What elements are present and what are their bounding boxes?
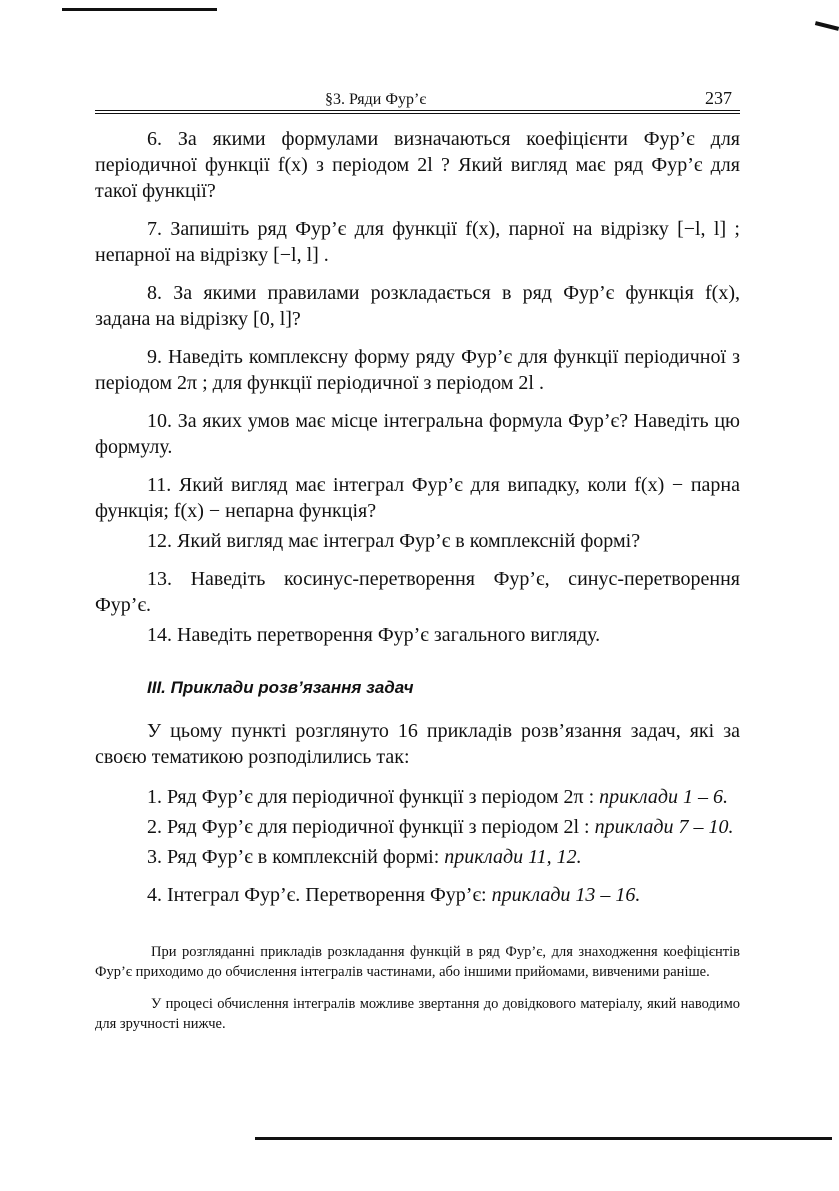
list-item-text: 2. Ряд Фур’є для періодичної функції з періодом 2l : (147, 816, 590, 838)
page-body (95, 126, 740, 1034)
question-8: 8. За якими правилами розкладається в ряд Фур’є функція f(x), задана на відрізку [0, l]? (95, 282, 740, 330)
question-13: 13. Наведіть косинус-перетворення Фур’є, синус-перетворення Фур’є. (95, 568, 740, 616)
footnote-2: У процесі обчислення інтегралів можливе звертання до довідкового матеріалу, який наводимо для зручності нижче. (95, 996, 740, 1032)
question-6: 6. За якими формулами визначаються коефіцієнти Фур’є для періодичної функції f(x) з періодом 2l ? Який вигляд має ряд Фур’є для такої функції? (95, 128, 740, 202)
example-reference: приклади 7 – 10. (594, 816, 734, 838)
scan-edge-mark (62, 8, 217, 11)
page-number: 237 (705, 88, 732, 108)
scan-corner-mark (815, 21, 839, 31)
list-item-text: 4. Інтеграл Фур’є. Перетворення Фур’є: (147, 884, 487, 906)
list-item-text: 1. Ряд Фур’є для періодичної функції з періодом 2π : (147, 786, 595, 808)
running-header (95, 88, 740, 111)
example-reference: приклади 1 – 6. (599, 786, 729, 808)
list-item-2 (95, 814, 740, 840)
question-12: 12. Який вигляд має інтеграл Фур’є в комплексній формі? (147, 530, 641, 552)
scan-bottom-rule (255, 1137, 832, 1140)
question-10: 10. За яких умов має місце інтегральна формула Фур’є? Наведіть цю формулу. (95, 410, 740, 458)
list-item-3 (95, 844, 740, 870)
footnote-1: При розгляданні прикладів розкладання функцій в ряд Фур’є, для знаходження коефіцієнтів Фур’є приходимо до обчислення інтегралів частинами, або іншими прийомами, вивченими раніше. (95, 944, 740, 980)
example-reference: приклади 13 – 16. (491, 884, 641, 906)
example-reference: приклади 11, 12. (444, 846, 582, 868)
section-heading: III. Приклади розв’язання задач (147, 678, 414, 697)
list-item-4 (95, 882, 740, 908)
list-item-1 (95, 784, 740, 810)
header-title: §3. Ряди Фур’є (325, 91, 427, 108)
question-9: 9. Наведіть комплексну форму ряду Фур’є для функції періодичної з періодом 2π ; для функції періодичної з періодом 2l . (95, 346, 740, 394)
question-7: 7. Запишіть ряд Фур’є для функції f(x), парної на відрізку [−l, l] ; непарної на відрізку [−l, l] . (95, 218, 740, 266)
list-item-text: 3. Ряд Фур’є в комплексній формі: (147, 846, 440, 868)
question-14: 14. Наведіть перетворення Фур’є загального вигляду. (147, 624, 601, 646)
section-intro: У цьому пункті розглянуто 16 прикладів розв’язання задач, які за своєю тематикою розподілились так: (95, 720, 740, 768)
question-11: 11. Який вигляд має інтеграл Фур’є для випадку, коли f(x) − парна функція; f(x) − непарна функція? (95, 474, 740, 522)
